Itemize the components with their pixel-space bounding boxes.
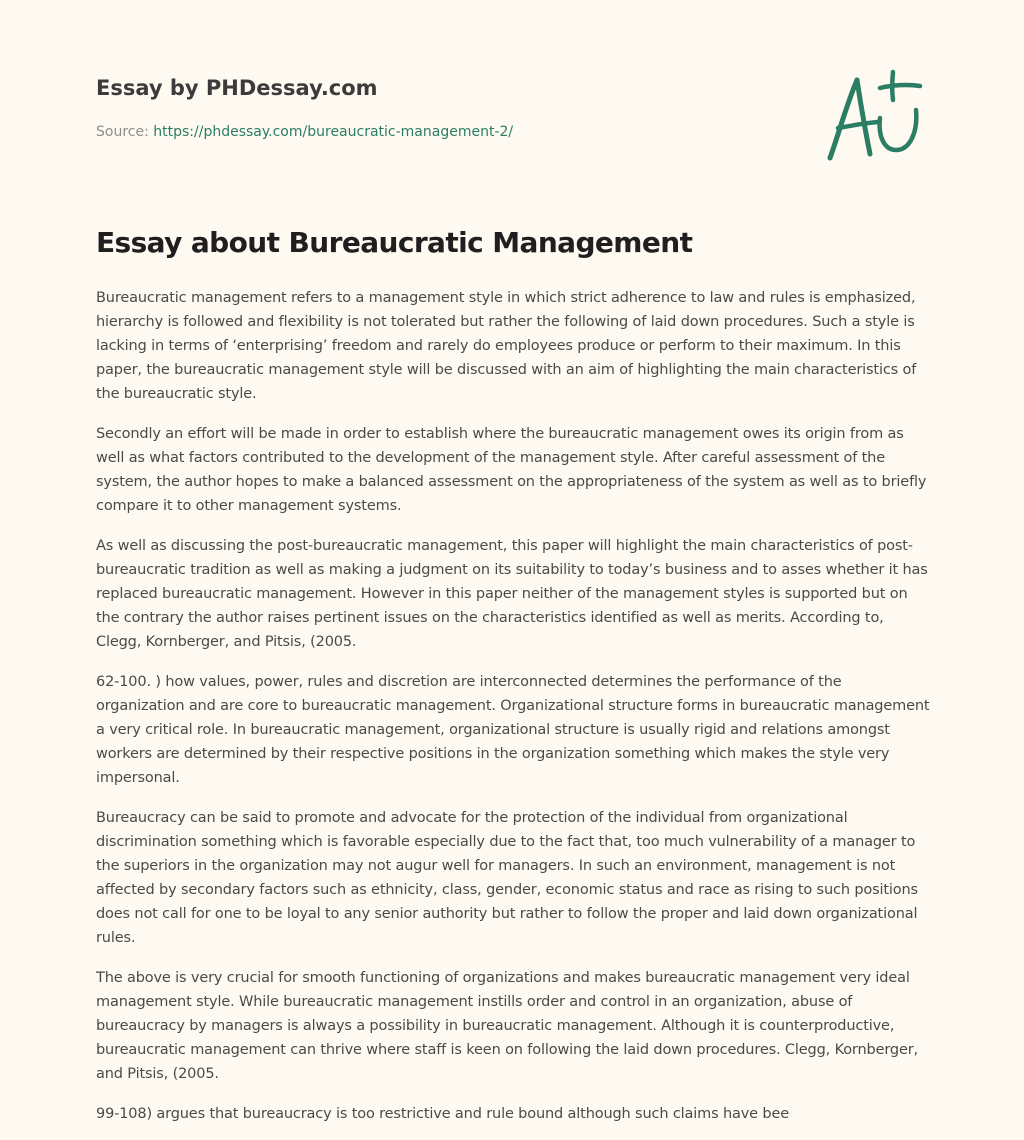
- a-plus-logo-icon: [820, 66, 930, 166]
- essay-paragraph: As well as discussing the post-bureaucratic management, this paper will highlight the main characteristics of post-bureaucratic tradition as well as making a judgment on its suitability to today’s business and to asses whether it has replaced bureaucratic management. However in this paper neither of the management styles is supported but on the contrary the author raises pertinent issues on the characteristics identified as well as merits. According to, Clegg, Kornberger, and Pitsis, (2005.: [96, 538, 928, 650]
- essay-paragraph: The above is very crucial for smooth functioning of organizations and makes bureaucratic management very ideal management style. While bureaucratic management instills order and control in an organization, abuse of bureaucracy by managers is always a possibility in bureaucratic management. Although it is counterproductive, bureaucratic management can thrive where staff is keen on following the laid down procedures. Clegg, Kornberger, and Pitsis, (2005.: [96, 970, 919, 1082]
- essay-paragraph: Secondly an effort will be made in order to establish where the bureaucratic management owes its origin from as well as what factors contributed to the development of the management style. After careful assessment of the system, the author hopes to make a balanced assessment on the appropriateness of the system as well as to briefly compare it to other management systems.: [96, 426, 927, 514]
- essay-paragraph: 99-108) argues that bureaucracy is too restrictive and rule bound although such claims have bee: [96, 1106, 790, 1122]
- essay-paragraph: Bureaucratic management refers to a management style in which strict adherence to law and rules is emphasized, hierarchy is followed and flexibility is not tolerated but rather the following of laid down procedures. Such a style is lacking in terms of ‘enterprising’ freedom and rarely do employees produce or perform to their maximum. In this paper, the bureaucratic management style will be discussed with an aim of highlighting the main characteristics of the bureaucratic style.: [96, 290, 917, 402]
- source-label: Source:: [96, 124, 149, 140]
- essay-title: Essay about Bureaucratic Management: [96, 226, 693, 259]
- page-header: [96, 76, 796, 140]
- essay-paragraph: 62-100. ) how values, power, rules and discretion are interconnected determines the performance of the organization and are core to bureaucratic management. Organizational structure forms in bureaucratic management a very critical role. In bureaucratic management, organizational structure is usually rigid and relations amongst workers are determined by their respective positions in the organization something which makes the style very impersonal.: [96, 674, 930, 786]
- essay-paragraph: Bureaucracy can be said to promote and advocate for the protection of the individual from organizational discrimination something which is favorable especially due to the fact that, too much vulnerability of a manager to the superiors in the organization may not augur well for managers. In such an environment, management is not affected by secondary factors such as ethnicity, class, gender, economic status and race as rising to such positions does not call for one to be loyal to any senior authority but rather to follow the proper and laid down organizational rules.: [96, 810, 918, 946]
- essay-body: [96, 286, 932, 1140]
- source-line: [96, 124, 796, 140]
- site-brand: Essay by PHDessay.com: [96, 76, 378, 100]
- source-link[interactable]: https://phdessay.com/bureaucratic-management-2/: [153, 124, 514, 140]
